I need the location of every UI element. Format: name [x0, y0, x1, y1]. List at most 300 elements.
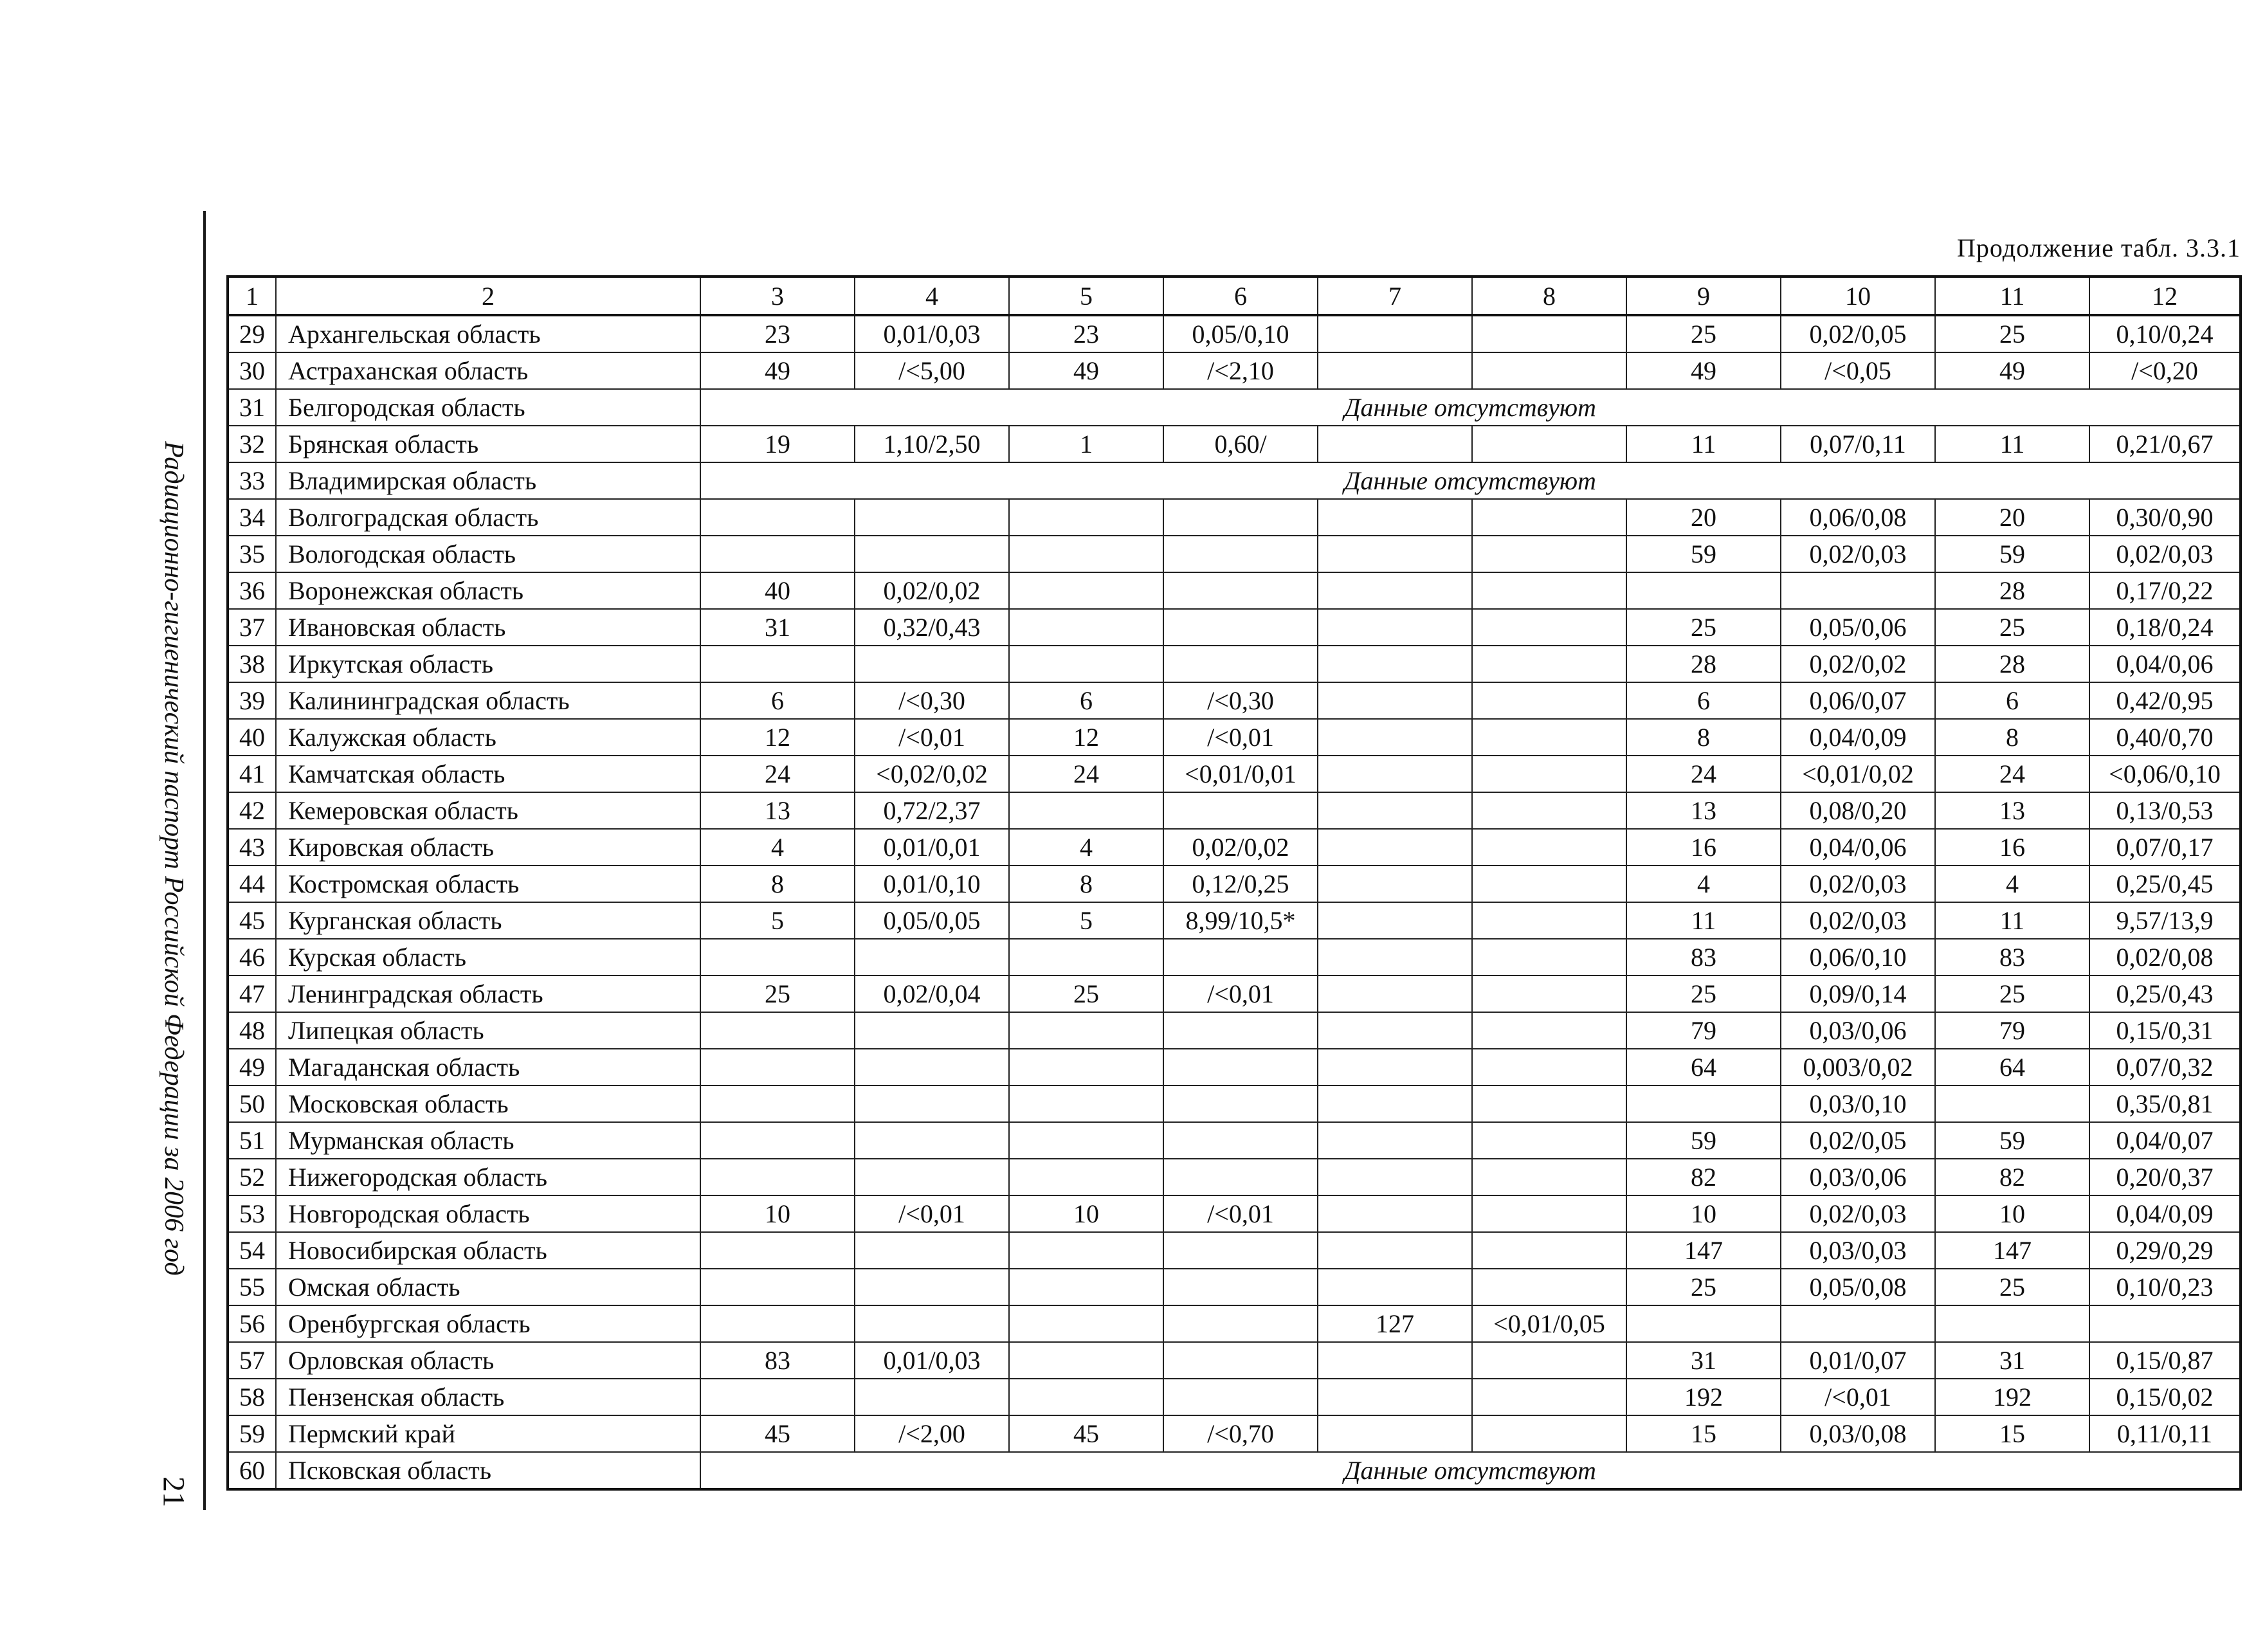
value-cell: 0,02/0,05: [1781, 315, 1935, 352]
row-number-cell: 57: [228, 1342, 276, 1379]
value-cell: 45: [700, 1415, 855, 1452]
value-cell: [1472, 609, 1626, 646]
value-cell: [1163, 1012, 1318, 1049]
region-name-cell: Липецкая область: [276, 1012, 700, 1049]
row-number-cell: 39: [228, 682, 276, 719]
value-cell: 16: [1935, 829, 2089, 866]
value-cell: /<2,10: [1163, 352, 1318, 389]
value-cell: 82: [1935, 1159, 2089, 1195]
value-cell: [1472, 829, 1626, 866]
region-name-cell: Камчатская область: [276, 756, 700, 792]
value-cell: [1009, 572, 1163, 609]
value-cell: /<0,30: [855, 682, 1009, 719]
value-cell: [855, 499, 1009, 536]
value-cell: 31: [700, 609, 855, 646]
region-name-cell: Вологодская область: [276, 536, 700, 572]
value-cell: 0,29/0,29: [2089, 1232, 2241, 1269]
value-cell: [700, 1379, 855, 1415]
value-cell: [1781, 572, 1935, 609]
value-cell: 4: [1009, 829, 1163, 866]
value-cell: 79: [1626, 1012, 1781, 1049]
region-name-cell: Белгородская область: [276, 389, 700, 426]
value-cell: 0,03/0,06: [1781, 1159, 1935, 1195]
value-cell: [1472, 792, 1626, 829]
region-name-cell: Кировская область: [276, 829, 700, 866]
value-cell: [700, 499, 855, 536]
column-header: 3: [700, 277, 855, 315]
region-name-cell: Мурманская область: [276, 1122, 700, 1159]
value-cell: 0,06/0,07: [1781, 682, 1935, 719]
value-cell: 5: [700, 902, 855, 939]
value-cell: [1318, 902, 1472, 939]
value-cell: [700, 1232, 855, 1269]
value-cell: 9,57/13,9: [2089, 902, 2241, 939]
region-name-cell: Ленинградская область: [276, 976, 700, 1012]
value-cell: [855, 1085, 1009, 1122]
value-cell: [1163, 572, 1318, 609]
value-cell: 24: [1935, 756, 2089, 792]
row-number-cell: 58: [228, 1379, 276, 1415]
value-cell: 0,02/0,03: [1781, 1195, 1935, 1232]
value-cell: [1163, 939, 1318, 976]
value-cell: 1,10/2,50: [855, 426, 1009, 462]
value-cell: [1318, 315, 1472, 352]
table-row: [228, 1342, 2241, 1379]
value-cell: 0,04/0,06: [2089, 646, 2241, 682]
value-cell: 0,02/0,04: [855, 976, 1009, 1012]
value-cell: 82: [1626, 1159, 1781, 1195]
value-cell: 0,17/0,22: [2089, 572, 2241, 609]
value-cell: [1472, 1159, 1626, 1195]
value-cell: 12: [700, 719, 855, 756]
value-cell: [1626, 1305, 1781, 1342]
value-cell: [1472, 866, 1626, 902]
value-cell: [1163, 499, 1318, 536]
value-cell: [855, 1269, 1009, 1305]
value-cell: [1163, 1269, 1318, 1305]
value-cell: 59: [1626, 536, 1781, 572]
table-row: [228, 1452, 2241, 1489]
table-row: [228, 536, 2241, 572]
value-cell: 0,07/0,11: [1781, 426, 1935, 462]
value-cell: [1163, 1305, 1318, 1342]
value-cell: 83: [1935, 939, 2089, 976]
value-cell: [1163, 1122, 1318, 1159]
row-number-cell: 30: [228, 352, 276, 389]
region-name-cell: Орловская область: [276, 1342, 700, 1379]
value-cell: 45: [1009, 1415, 1163, 1452]
value-cell: [1318, 1415, 1472, 1452]
value-cell: 25: [1935, 1269, 2089, 1305]
value-cell: 0,02/0,03: [2089, 536, 2241, 572]
value-cell: /<0,70: [1163, 1415, 1318, 1452]
value-cell: [1472, 1269, 1626, 1305]
value-cell: 8: [1626, 719, 1781, 756]
value-cell: 0,10/0,23: [2089, 1269, 2241, 1305]
value-cell: [1009, 1085, 1163, 1122]
row-number-cell: 60: [228, 1452, 276, 1489]
value-cell: [1472, 976, 1626, 1012]
value-cell: /<0,05: [1781, 352, 1935, 389]
value-cell: [1935, 1305, 2089, 1342]
value-cell: 0,05/0,06: [1781, 609, 1935, 646]
value-cell: 0,25/0,43: [2089, 976, 2241, 1012]
column-header: 8: [1472, 277, 1626, 315]
value-cell: [1009, 1305, 1163, 1342]
column-header: 7: [1318, 277, 1472, 315]
value-cell: 0,20/0,37: [2089, 1159, 2241, 1195]
value-cell: [1318, 829, 1472, 866]
region-name-cell: Курганская область: [276, 902, 700, 939]
value-cell: [1009, 1269, 1163, 1305]
radiation-data-table: [226, 275, 2242, 1491]
table-row: [228, 1379, 2241, 1415]
value-cell: 0,04/0,07: [2089, 1122, 2241, 1159]
table-row: [228, 499, 2241, 536]
column-header: 12: [2089, 277, 2241, 315]
value-cell: 83: [1626, 939, 1781, 976]
value-cell: 28: [1935, 646, 2089, 682]
table-row: [228, 866, 2241, 902]
value-cell: 0,07/0,17: [2089, 829, 2241, 866]
value-cell: [1318, 792, 1472, 829]
value-cell: 12: [1009, 719, 1163, 756]
table-row: [228, 829, 2241, 866]
table-row: [228, 1415, 2241, 1452]
value-cell: [1009, 646, 1163, 682]
value-cell: [1163, 609, 1318, 646]
table-row: [228, 646, 2241, 682]
value-cell: [1318, 499, 1472, 536]
table-row: [228, 682, 2241, 719]
value-cell: [1009, 1012, 1163, 1049]
row-number-cell: 48: [228, 1012, 276, 1049]
value-cell: 0,02/0,03: [1781, 536, 1935, 572]
value-cell: 0,11/0,11: [2089, 1415, 2241, 1452]
value-cell: [2089, 1305, 2241, 1342]
value-cell: [1163, 1159, 1318, 1195]
value-cell: [700, 1269, 855, 1305]
value-cell: 147: [1935, 1232, 2089, 1269]
value-cell: <0,06/0,10: [2089, 756, 2241, 792]
value-cell: [1472, 1122, 1626, 1159]
value-cell: [855, 1122, 1009, 1159]
value-cell: 64: [1935, 1049, 2089, 1085]
table-row: [228, 1232, 2241, 1269]
value-cell: 6: [1935, 682, 2089, 719]
value-cell: 0,01/0,07: [1781, 1342, 1935, 1379]
value-cell: [855, 1012, 1009, 1049]
value-cell: 0,60/: [1163, 426, 1318, 462]
table-continuation-label: Продолжение табл. 3.3.1: [1957, 233, 2241, 262]
value-cell: [1318, 1122, 1472, 1159]
value-cell: [1163, 536, 1318, 572]
table-row: [228, 1122, 2241, 1159]
value-cell: 5: [1009, 902, 1163, 939]
value-cell: [700, 1049, 855, 1085]
value-cell: 10: [1935, 1195, 2089, 1232]
value-cell: [1318, 426, 1472, 462]
value-cell: [700, 536, 855, 572]
value-cell: 24: [1009, 756, 1163, 792]
value-cell: [1009, 1122, 1163, 1159]
value-cell: [855, 1305, 1009, 1342]
value-cell: [1472, 1342, 1626, 1379]
value-cell: [1472, 1049, 1626, 1085]
value-cell: [1472, 1232, 1626, 1269]
value-cell: 0,32/0,43: [855, 609, 1009, 646]
value-cell: [855, 536, 1009, 572]
value-cell: 127: [1318, 1305, 1472, 1342]
table-row: [228, 1195, 2241, 1232]
table-row: [228, 719, 2241, 756]
row-number-cell: 51: [228, 1122, 276, 1159]
value-cell: /<0,20: [2089, 352, 2241, 389]
value-cell: 0,35/0,81: [2089, 1085, 2241, 1122]
value-cell: 0,06/0,10: [1781, 939, 1935, 976]
value-cell: 16: [1626, 829, 1781, 866]
value-cell: [1318, 939, 1472, 976]
value-cell: <0,01/0,05: [1472, 1305, 1626, 1342]
value-cell: [1472, 902, 1626, 939]
region-name-cell: Магаданская область: [276, 1049, 700, 1085]
value-cell: /<0,01: [1163, 976, 1318, 1012]
value-cell: 0,02/0,03: [1781, 866, 1935, 902]
column-header: 5: [1009, 277, 1163, 315]
value-cell: 0,04/0,09: [1781, 719, 1935, 756]
table-row: [228, 792, 2241, 829]
region-name-cell: Костромская область: [276, 866, 700, 902]
value-cell: [1163, 646, 1318, 682]
value-cell: [700, 646, 855, 682]
table-row: [228, 1305, 2241, 1342]
value-cell: [1009, 499, 1163, 536]
value-cell: 79: [1935, 1012, 2089, 1049]
value-cell: [1163, 1085, 1318, 1122]
value-cell: 59: [1935, 536, 2089, 572]
table-row: [228, 902, 2241, 939]
value-cell: [1009, 1049, 1163, 1085]
value-cell: 0,10/0,24: [2089, 315, 2241, 352]
value-cell: 0,30/0,90: [2089, 499, 2241, 536]
value-cell: 13: [1626, 792, 1781, 829]
value-cell: 24: [1626, 756, 1781, 792]
value-cell: 0,02/0,02: [1781, 646, 1935, 682]
side-caption: Радиационно-гигиенический паспорт Российской Федерации за 2006 год: [159, 441, 188, 1276]
value-cell: 11: [1626, 902, 1781, 939]
region-name-cell: Калининградская область: [276, 682, 700, 719]
value-cell: 25: [1935, 315, 2089, 352]
row-number-cell: 35: [228, 536, 276, 572]
value-cell: 0,01/0,01: [855, 829, 1009, 866]
row-number-cell: 36: [228, 572, 276, 609]
value-cell: 8: [700, 866, 855, 902]
value-cell: 8: [1009, 866, 1163, 902]
value-cell: 25: [1626, 609, 1781, 646]
region-name-cell: Ивановская область: [276, 609, 700, 646]
value-cell: [1318, 536, 1472, 572]
row-number-cell: 52: [228, 1159, 276, 1195]
row-number-cell: 38: [228, 646, 276, 682]
value-cell: 49: [1935, 352, 2089, 389]
value-cell: 11: [1935, 902, 2089, 939]
value-cell: [1163, 1049, 1318, 1085]
region-name-cell: Нижегородская область: [276, 1159, 700, 1195]
region-name-cell: Калужская область: [276, 719, 700, 756]
value-cell: 31: [1935, 1342, 2089, 1379]
value-cell: 13: [700, 792, 855, 829]
value-cell: 0,72/2,37: [855, 792, 1009, 829]
value-cell: 10: [1626, 1195, 1781, 1232]
page-number: 21: [156, 1476, 191, 1507]
row-number-cell: 40: [228, 719, 276, 756]
value-cell: [1472, 1415, 1626, 1452]
column-header: 4: [855, 277, 1009, 315]
value-cell: 15: [1935, 1415, 2089, 1452]
value-cell: [1472, 352, 1626, 389]
row-number-cell: 37: [228, 609, 276, 646]
table-row: [228, 1269, 2241, 1305]
region-name-cell: Новосибирская область: [276, 1232, 700, 1269]
value-cell: 192: [1626, 1379, 1781, 1415]
value-cell: 1: [1009, 426, 1163, 462]
value-cell: 0,04/0,09: [2089, 1195, 2241, 1232]
value-cell: 0,04/0,06: [1781, 829, 1935, 866]
value-cell: [1163, 1342, 1318, 1379]
value-cell: [1009, 939, 1163, 976]
region-name-cell: Псковская область: [276, 1452, 700, 1489]
value-cell: 20: [1935, 499, 2089, 536]
value-cell: 0,06/0,08: [1781, 499, 1935, 536]
region-name-cell: Пензенская область: [276, 1379, 700, 1415]
value-cell: [700, 1085, 855, 1122]
value-cell: [1318, 1195, 1472, 1232]
value-cell: 13: [1935, 792, 2089, 829]
value-cell: 0,09/0,14: [1781, 976, 1935, 1012]
value-cell: [1009, 609, 1163, 646]
value-cell: [1472, 719, 1626, 756]
value-cell: <0,02/0,02: [855, 756, 1009, 792]
value-cell: [1935, 1085, 2089, 1122]
row-number-cell: 45: [228, 902, 276, 939]
region-name-cell: Омская область: [276, 1269, 700, 1305]
value-cell: 28: [1626, 646, 1781, 682]
table-row: [228, 609, 2241, 646]
value-cell: 25: [700, 976, 855, 1012]
value-cell: [1472, 315, 1626, 352]
value-cell: 15: [1626, 1415, 1781, 1452]
value-cell: 59: [1935, 1122, 2089, 1159]
value-cell: 24: [700, 756, 855, 792]
value-cell: [1472, 426, 1626, 462]
no-data-cell: Данные отсутствуют: [700, 1452, 2241, 1489]
value-cell: 0,02/0,08: [2089, 939, 2241, 976]
value-cell: 0,03/0,10: [1781, 1085, 1935, 1122]
value-cell: [1472, 756, 1626, 792]
value-cell: [1318, 572, 1472, 609]
table-row: [228, 426, 2241, 462]
value-cell: [1318, 682, 1472, 719]
value-cell: 0,05/0,08: [1781, 1269, 1935, 1305]
value-cell: 8: [1935, 719, 2089, 756]
column-header: 11: [1935, 277, 2089, 315]
value-cell: 83: [700, 1342, 855, 1379]
value-cell: [1163, 1379, 1318, 1415]
row-number-cell: 56: [228, 1305, 276, 1342]
left-margin-rule: [203, 211, 206, 1510]
value-cell: 25: [1626, 1269, 1781, 1305]
value-cell: [1318, 1159, 1472, 1195]
value-cell: /<0,01: [855, 719, 1009, 756]
value-cell: [1318, 352, 1472, 389]
row-number-cell: 34: [228, 499, 276, 536]
region-name-cell: Кемеровская область: [276, 792, 700, 829]
region-name-cell: Курская область: [276, 939, 700, 976]
column-header: 9: [1626, 277, 1781, 315]
value-cell: 0,02/0,02: [855, 572, 1009, 609]
value-cell: 0,01/0,10: [855, 866, 1009, 902]
value-cell: [700, 1159, 855, 1195]
value-cell: 0,21/0,67: [2089, 426, 2241, 462]
value-cell: [855, 646, 1009, 682]
value-cell: [1009, 1379, 1163, 1415]
value-cell: 0,02/0,05: [1781, 1122, 1935, 1159]
row-number-cell: 55: [228, 1269, 276, 1305]
value-cell: [1626, 572, 1781, 609]
row-number-cell: 42: [228, 792, 276, 829]
value-cell: 0,15/0,87: [2089, 1342, 2241, 1379]
value-cell: [1318, 866, 1472, 902]
value-cell: [1472, 939, 1626, 976]
table-row: [228, 572, 2241, 609]
value-cell: 0,15/0,02: [2089, 1379, 2241, 1415]
table-row: [228, 1159, 2241, 1195]
value-cell: [855, 939, 1009, 976]
region-name-cell: Новгородская область: [276, 1195, 700, 1232]
value-cell: 0,13/0,53: [2089, 792, 2241, 829]
region-name-cell: Архангельская область: [276, 315, 700, 352]
value-cell: 25: [1626, 315, 1781, 352]
value-cell: [1472, 1085, 1626, 1122]
value-cell: /<0,01: [1163, 1195, 1318, 1232]
value-cell: 0,25/0,45: [2089, 866, 2241, 902]
value-cell: [1318, 1232, 1472, 1269]
value-cell: [1781, 1305, 1935, 1342]
row-number-cell: 46: [228, 939, 276, 976]
value-cell: /<0,01: [1781, 1379, 1935, 1415]
value-cell: 6: [1009, 682, 1163, 719]
table-row: [228, 462, 2241, 499]
value-cell: [1472, 536, 1626, 572]
value-cell: 19: [700, 426, 855, 462]
value-cell: [1318, 646, 1472, 682]
value-cell: [1472, 499, 1626, 536]
value-cell: 0,02/0,03: [1781, 902, 1935, 939]
value-cell: <0,01/0,01: [1163, 756, 1318, 792]
value-cell: 25: [1009, 976, 1163, 1012]
region-name-cell: Воронежская область: [276, 572, 700, 609]
value-cell: 0,03/0,06: [1781, 1012, 1935, 1049]
table-row: [228, 315, 2241, 352]
value-cell: 0,42/0,95: [2089, 682, 2241, 719]
value-cell: 0,12/0,25: [1163, 866, 1318, 902]
row-number-cell: 53: [228, 1195, 276, 1232]
value-cell: 25: [1935, 976, 2089, 1012]
value-cell: [1472, 1195, 1626, 1232]
value-cell: 8,99/10,5*: [1163, 902, 1318, 939]
row-number-cell: 33: [228, 462, 276, 499]
region-name-cell: Иркутская область: [276, 646, 700, 682]
